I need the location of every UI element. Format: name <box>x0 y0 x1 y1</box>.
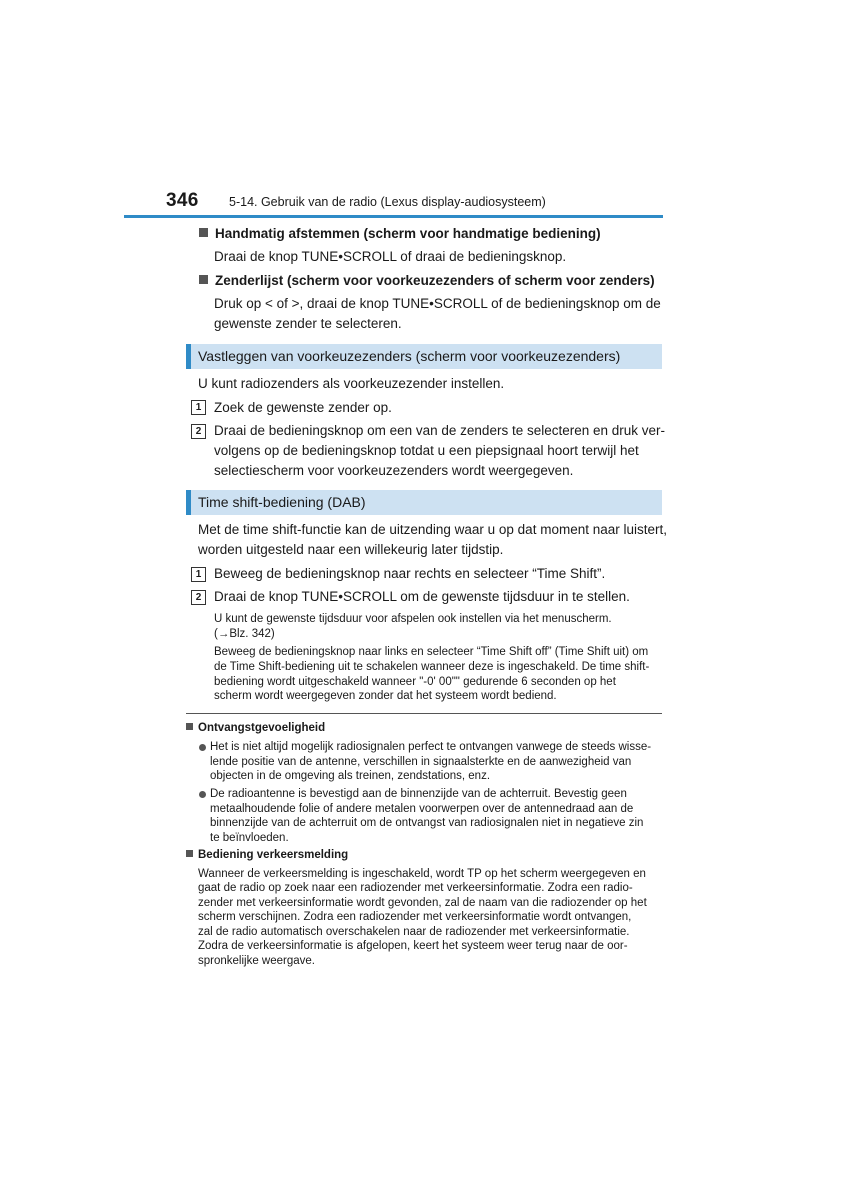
station-list-text-line: Druk op < of >, draai de knop TUNE•SCROLL of de bedieningsknop om de <box>214 296 661 311</box>
timeshift-intro-line: worden uitgesteld naar een willekeurig later tijdstip. <box>198 542 504 557</box>
bullet-dot-icon <box>199 791 206 798</box>
timeshift-note-line: (→Blz. 342) <box>214 628 275 640</box>
preset-step-2-line: volgens op de bedieningsknop totdat u een piepsignaal hoort terwijl het <box>214 443 639 458</box>
manual-tuning-text: Draai de knop TUNE•SCROLL of draai de bedieningsknop. <box>214 249 567 264</box>
bullet-dot-icon <box>199 744 206 751</box>
reception-bullet-line: De radioantenne is bevestigd aan de binnenzijde van de achterruit. Bevestig geen <box>210 788 627 800</box>
timeshift-note-line: scherm wordt weergegeven zonder dat het systeem wordt bediend. <box>214 690 557 702</box>
reception-bullet-line: binnenzijde van de achterruit om de ontvangst van radiosignalen niet in negatieve zin <box>210 817 644 829</box>
section-title: Time shift-bediening (DAB) <box>198 494 366 510</box>
traffic-text-line: zal de radio automatisch overschakelen naar de radiozender met verkeersinformatie. <box>198 926 630 938</box>
timeshift-step-2: Draai de knop TUNE•SCROLL om de gewenste tijdsduur in te stellen. <box>214 589 630 604</box>
timeshift-note-line: Beweeg de bedieningsknop naar links en selecteer “Time Shift off” (Time Shift uit) om <box>214 646 649 658</box>
subheading-station-list <box>199 273 655 288</box>
timeshift-note-line: bediening wordt uitgeschakeld wanneer "-0' 00"" gedurende 6 seconden op het <box>214 676 616 688</box>
section-heading-timeshift <box>186 490 662 515</box>
subheading-traffic <box>186 849 348 861</box>
timeshift-note-line: de Time Shift-bediening uit te schakelen wanneer deze is ingeschakeld. De time shift- <box>214 661 650 673</box>
station-list-text-line: gewenste zender te selecteren. <box>214 316 402 331</box>
preset-step-2-line: selectiescherm voor voorkeuzezenders wordt weergegeven. <box>214 463 574 478</box>
running-title: 5-14. Gebruik van de radio (Lexus display-audiosysteem) <box>229 195 546 209</box>
page-number: 346 <box>166 190 199 211</box>
reception-bullet-line: lende positie van de antenne, verschillen in signaalsterkte en de aanwezigheid van <box>210 756 632 768</box>
step-number-badge: 2 <box>191 590 206 605</box>
header-rule <box>124 215 663 218</box>
preset-intro: U kunt radiozenders als voorkeuzezender instellen. <box>198 376 505 391</box>
traffic-text-line: Zodra de verkeersinformatie is afgelopen, keert het systeem weer terug naar de oor- <box>198 940 628 952</box>
step-number-badge: 2 <box>191 424 206 439</box>
square-bullet-icon <box>199 275 208 284</box>
timeshift-intro-line: Met de time shift-functie kan de uitzending waar u op dat moment naar luistert, <box>198 522 667 537</box>
reception-bullet-line: te beïnvloeden. <box>210 832 289 844</box>
square-bullet-icon <box>199 228 208 237</box>
traffic-text-line: spronkelijke weergave. <box>198 955 315 967</box>
preset-step-2-line: Draai de bedieningsknop om een van de zenders te selecteren en druk ver- <box>214 423 666 438</box>
subheading-reception <box>186 722 325 734</box>
step-number-badge: 1 <box>191 400 206 415</box>
subheading-text: Bediening verkeersmelding <box>198 849 349 861</box>
subheading-text: Zenderlijst (scherm voor voorkeuzezenders of scherm voor zenders) <box>215 273 655 288</box>
reception-bullet-line: objecten in de omgeving als treinen, zendstations, enz. <box>210 770 491 782</box>
traffic-text-line: scherm verschijnen. Zodra een radiozender met verkeersinformatie wordt ontvangen, <box>198 911 632 923</box>
timeshift-step-1: Beweeg de bedieningsknop naar rechts en selecteer “Time Shift”. <box>214 566 606 581</box>
square-bullet-icon <box>186 723 193 730</box>
subheading-text: Handmatig afstemmen (scherm voor handmatige bediening) <box>215 226 601 241</box>
timeshift-note-line: U kunt de gewenste tijdsduur voor afspelen ook instellen via het menuscherm. <box>214 613 612 625</box>
square-bullet-icon <box>186 850 193 857</box>
traffic-text-line: Wanneer de verkeersmelding is ingeschakeld, wordt TP op het scherm weergegeven en <box>198 868 646 880</box>
step-number-badge: 1 <box>191 567 206 582</box>
section-heading-presets <box>186 344 662 369</box>
preset-step-1: Zoek de gewenste zender op. <box>214 400 392 415</box>
subheading-manual-tuning <box>199 226 601 241</box>
reception-bullet-line: Het is niet altijd mogelijk radiosignalen perfect te ontvangen vanwege de steeds wisse- <box>210 741 652 753</box>
reception-bullet-line: metaalhoudende folie of andere metalen voorwerpen over de antennedraad aan de <box>210 803 634 815</box>
subheading-text: Ontvangstgevoeligheid <box>198 722 326 734</box>
section-title: Vastleggen van voorkeuzezenders (scherm voor voorkeuzezenders) <box>198 348 621 364</box>
traffic-text-line: gaat de radio op zoek naar een radiozender met verkeersinformatie. Zodra een radio- <box>198 882 633 894</box>
section-divider <box>186 713 662 714</box>
traffic-text-line: zender met verkeersinformatie wordt gevonden, zal de naam van die radiozender op het <box>198 897 647 909</box>
